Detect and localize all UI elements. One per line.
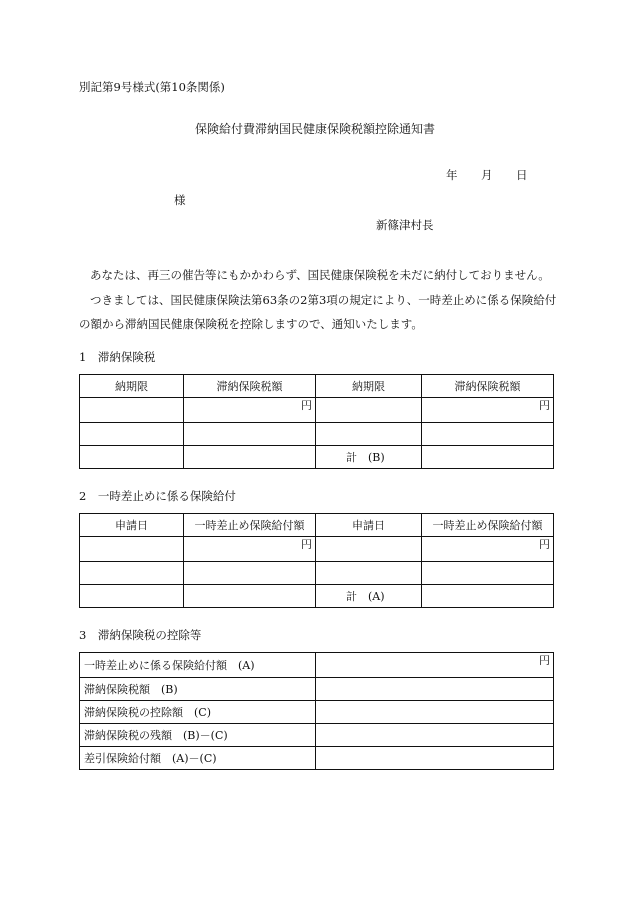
due-date-cell [80,446,184,469]
suspended-amount-cell [184,562,316,585]
header-due-date: 納期限 [80,375,184,398]
header-application-date: 申請日 [316,514,422,537]
row-label-tax-b: 滞納保険税額 (B) [80,678,316,701]
document-title: 保険給付費滞納国民健康保険税額控除通知書 [194,122,435,136]
total-b-label: 計 (B) [316,446,422,469]
delinquent-tax-table [79,374,554,469]
table-row [80,653,554,678]
value-benefit-a: 円 [316,653,554,678]
table-row [80,398,554,423]
suspended-amount-cell: 円 [184,537,316,562]
table-row [80,585,554,608]
due-date-cell [80,423,184,446]
tax-amount-cell: 円 [422,398,554,423]
value-net-benefit [316,747,554,770]
row-label-benefit-a: 一時差止めに係る保険給付額 (A) [80,653,316,678]
table-row [80,724,554,747]
due-date-cell [80,398,184,423]
table-row [80,423,554,446]
row-label-remaining: 滞納保険税の残額 (B)－(C) [80,724,316,747]
suspended-amount-cell [422,562,554,585]
form-reference: 別記第9号様式(第10条関係) [79,80,225,94]
value-tax-b [316,678,554,701]
header-due-date: 納期限 [316,375,422,398]
table-row [80,537,554,562]
date-day: 日 [516,168,528,182]
value-remaining [316,724,554,747]
application-date-cell [316,537,422,562]
table-row [80,446,554,469]
suspended-benefit-table [79,513,554,608]
value-deduction-c [316,701,554,724]
sender-name: 新篠津村長 [376,218,434,232]
table-row [80,747,554,770]
suspended-amount-cell: 円 [422,537,554,562]
table-row [80,562,554,585]
row-label-net-benefit: 差引保険給付額 (A)－(C) [80,747,316,770]
total-b-value [422,446,554,469]
application-date-cell [80,585,184,608]
header-suspended-amount: 一時差止め保険給付額 [184,514,316,537]
total-a-value [422,585,554,608]
due-date-cell [316,398,422,423]
section-3-title: 3 滞納保険税の控除等 [79,628,202,642]
tax-amount-cell [184,446,316,469]
table-header-row [80,375,554,398]
section-1-title: 1 滞納保険税 [79,350,156,364]
tax-amount-cell [184,423,316,446]
header-application-date: 申請日 [80,514,184,537]
deduction-table [79,652,554,770]
total-a-label: 計 (A) [316,585,422,608]
table-row [80,678,554,701]
suspended-amount-cell [184,585,316,608]
header-tax-amount: 滞納保険税額 [184,375,316,398]
table-row [80,701,554,724]
tax-amount-cell: 円 [184,398,316,423]
due-date-cell [316,423,422,446]
date-month: 月 [481,168,493,182]
application-date-cell [80,537,184,562]
row-label-deduction-c: 滞納保険税の控除額 (C) [80,701,316,724]
application-date-cell [80,562,184,585]
notice-paragraph-2: つきましては、国民健康保険法第63条の2第3項の規定により、一時差止めに係る保険給付の額から滞納国民健康保険税を控除しますので、通知いたします。 [79,293,557,331]
tax-amount-cell [422,423,554,446]
date-year: 年 [446,168,458,182]
section-2-title: 2 一時差止めに係る保険給付 [79,489,236,503]
header-tax-amount: 滞納保険税額 [422,375,554,398]
header-suspended-amount: 一時差止め保険給付額 [422,514,554,537]
table-header-row [80,514,554,537]
date-line [446,170,528,182]
application-date-cell [316,562,422,585]
addressee-suffix: 様 [174,193,186,207]
notice-paragraph-1: あなたは、再三の催告等にもかかわらず、国民健康保険税を未だに納付しておりません。 [90,268,550,282]
